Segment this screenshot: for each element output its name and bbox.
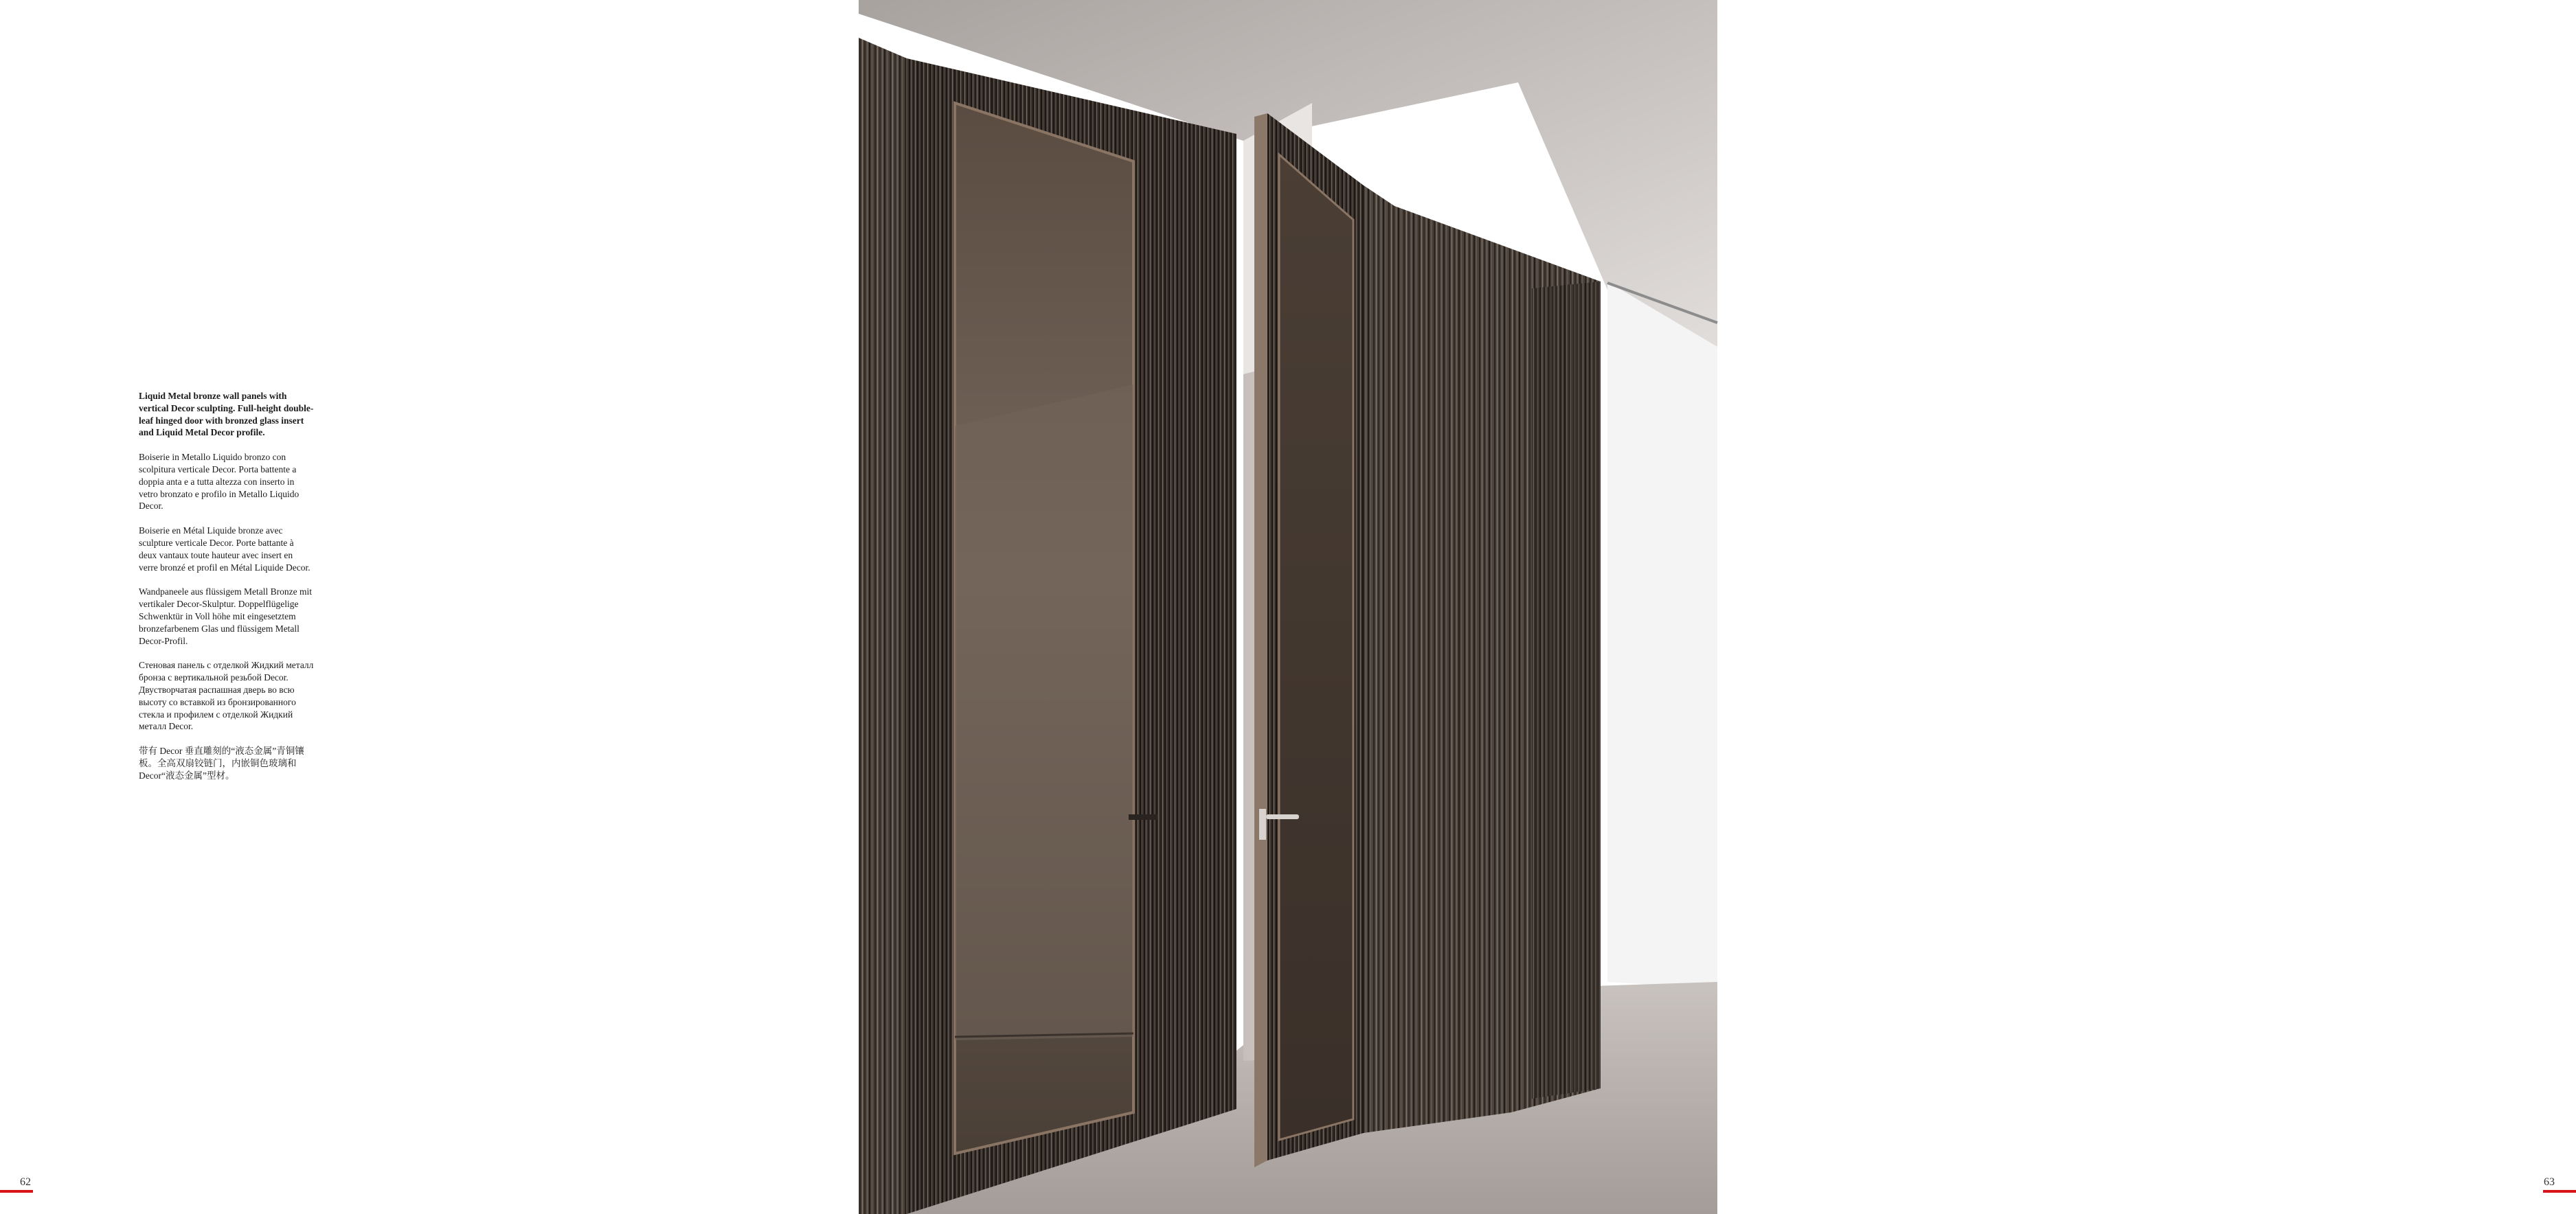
caption-english: Liquid Metal bronze wall panels with vertical Decor sculpting. Full-height double-leaf hinged door with bronzed glass insert and Liquid Metal Decor profile.	[139, 391, 314, 438]
page-number-left: 62	[20, 1176, 31, 1188]
caption-chinese: 带有 Decor 垂直雕刻的“液态金属”青铜镶板。全高双扇铰链门，内嵌铜色玻璃和 Decor“液态金属”型材。	[139, 746, 304, 781]
caption-russian: Стеновая панель с отделкой Жидкий металл бронза с вертикальной резьбой Decor. Двустворчатая распашная дверь во всю высоту со вставкой из бронзированного стекла и профилем с отделкой Жидкий металл Decor.	[139, 660, 314, 732]
page-number-right: 63	[2544, 1176, 2555, 1188]
page-marker-left	[0, 1190, 33, 1193]
caption-german: Wandpaneele aus flüssigem Metall Bronze mit vertikaler Decor-Skulptur. Doppelflügelige Schwenktür in Voll höhe mit eingesetztem bronzefarbenem Glas und flüssigem Metall Decor-Profil.	[139, 586, 312, 646]
left-page	[0, 0, 859, 1214]
caption-french: Boiserie en Métal Liquide bronze avec sculpture verticale Decor. Porte battante à deux vantaux toute hauteur avec insert en verre bronzé et profil en Métal Liquide Decor.	[139, 525, 310, 573]
caption-italian: Boiserie in Metallo Liquido bronzo con scolpitura verticale Decor. Porta battente a doppia anta e a tutta altezza con inserto in vetro bronzato e profilo in Metallo Liquido Decor.	[139, 452, 300, 512]
interior-photo	[859, 0, 2555, 1214]
page-marker-right	[2543, 1190, 2576, 1193]
product-caption	[139, 390, 314, 794]
